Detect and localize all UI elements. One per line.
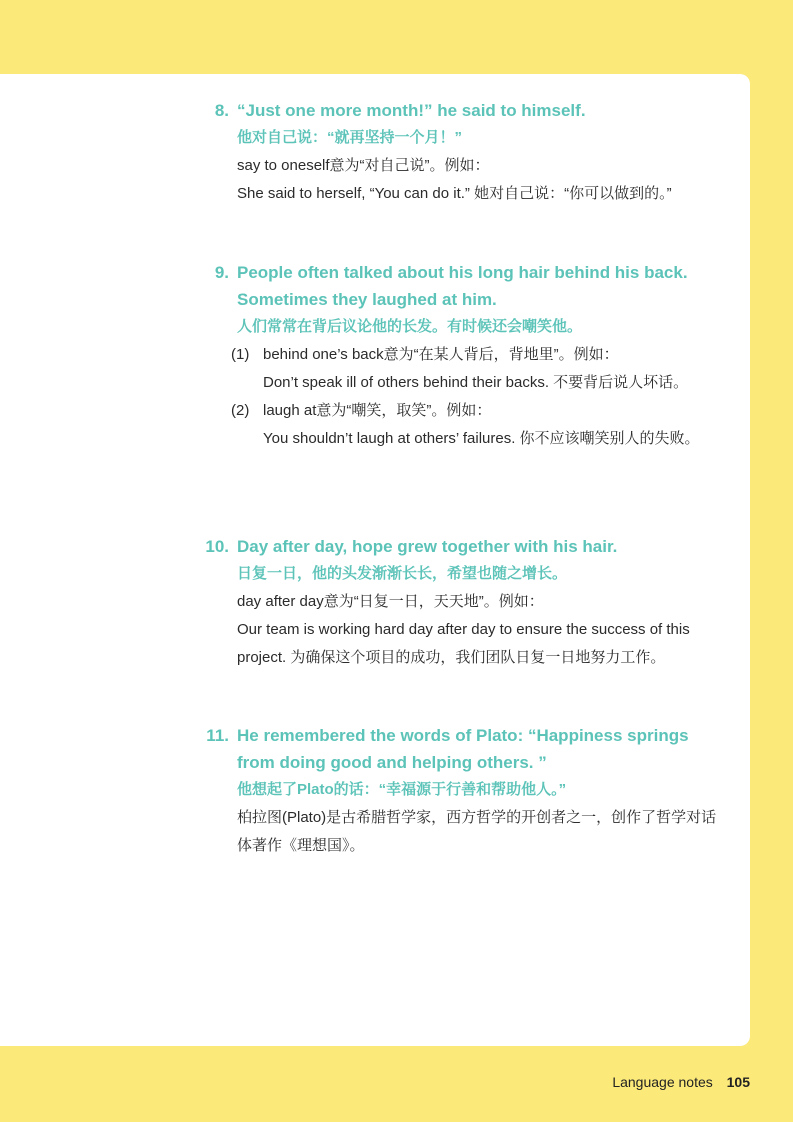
subpoint-marker: (2) — [231, 402, 250, 419]
note-example: Our team is working hard day after day to ensure the success of this project. 为确保这个项目的成功，我们团队日复一日地努力工作。 — [237, 621, 690, 666]
note-chinese-translation: 他想起了Plato的话：“幸福源于行善和帮助他人。” — [237, 781, 567, 798]
note-chinese-translation: 日复一日，他的头发渐渐长长，希望也随之增长。 — [237, 565, 568, 582]
note-body — [237, 533, 717, 672]
note-number: 8. — [214, 101, 229, 120]
note-chinese-translation: 人们常常在背后议论他的长发。有时候还会嘲笑他。 — [237, 318, 583, 335]
note-body — [237, 97, 717, 208]
note-number: 11. — [206, 726, 229, 745]
note-number: 10. — [205, 537, 229, 556]
note-english-sentence: “Just one more month!” he said to himself. — [237, 101, 586, 120]
note-english-sentence: People often talked about his long hair behind his back. Sometimes they laughed at him. — [237, 263, 688, 309]
note-english-sentence: Day after day, hope grew together with his hair. — [237, 537, 618, 556]
subpoint-example: You shouldn’t laugh at others’ failures. 你不应该嘲笑别人的失败。 — [263, 430, 700, 447]
page-number: 105 — [726, 1074, 750, 1090]
note-chinese-translation: 他对自己说：“就再坚持一个月！” — [237, 129, 463, 146]
note-english-sentence: He remembered the words of Plato: “Happiness springs from doing good and helping others. ” — [237, 726, 689, 772]
section-label: Language notes — [612, 1074, 713, 1090]
page-footer — [612, 1070, 750, 1094]
note-explanation: day after day意为“日复一日，天天地”。例如： — [237, 593, 544, 610]
subpoint-head: laugh at意为“嘲笑，取笑”。例如： — [263, 402, 492, 419]
subpoint-1 — [231, 341, 717, 397]
note-body — [237, 722, 717, 860]
subpoint-2 — [231, 397, 717, 453]
note-body — [231, 259, 717, 453]
note-example: She said to herself, “You can do it.” 她对自己说：“你可以做到的。” — [237, 185, 672, 202]
note-explanation: 柏拉图(Plato)是古希腊哲学家，西方哲学的开创者之一，创作了哲学对话体著作《理想国》。 — [237, 809, 717, 854]
subpoint-marker: (1) — [231, 346, 250, 363]
note-explanation: say to oneself意为“对自己说”。例如： — [237, 157, 490, 174]
subpoint-head: behind one’s back意为“在某人背后，背地里”。例如： — [263, 346, 619, 363]
note-number: 9. — [214, 263, 229, 282]
subpoint-example: Don’t speak ill of others behind their backs. 不要背后说人坏话。 — [263, 374, 689, 391]
